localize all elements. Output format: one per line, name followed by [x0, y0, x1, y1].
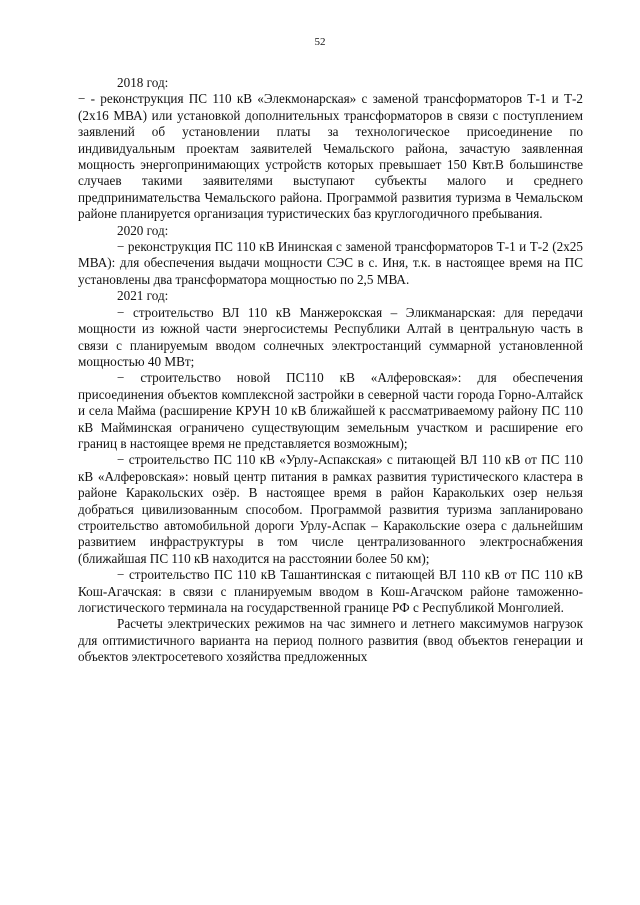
paragraph-calculations: Расчеты электрических режимов на час зимнего и летнего максимумов нагрузок для оптимистичного варианта на период полного развития (ввод объектов генерации и объектов электросетевого хозяйства предложенных: [78, 616, 583, 665]
paragraph-ininskaya: − реконструкция ПС 110 кВ Ининская с заменой трансформаторов Т-1 и Т-2 (2х25 МВА): для обеспечения выдачи мощности СЭС в с. Иня, т.к. в настоящее время на ПС установлены два трансформатора мощностью по 2,5 МВА.: [78, 239, 583, 287]
year-heading-2018: 2018 год:: [117, 75, 169, 90]
year-heading-2021: 2021 год:: [117, 288, 169, 304]
paragraph-alferovskaya: − строительство новой ПС110 кВ «Алферовская»: для обеспечения присоединения объектов комплексной застройки в северной части города Горно-Алтайск и села Майма (расширение КРУН 10 кВ ближайшей к рассматриваемому району ПС 110 кВ Майминская ограничено существующим земельным участком и расширение его границ в настоящее время не представляется возможным);: [78, 370, 583, 451]
paragraph-urlu-aspak: − строительство ПС 110 кВ «Урлу-Аспакская» с питающей ВЛ 110 кВ от ПС 110 кВ «Алферовская»: новый центр питания в рамках развития туристического кластера в районе Каракольских озёр. В настоящее время в район Каракольких озер нельзя добраться цивилизованным способом. Программой развития туризма запланировано строительство автомобильной дороги Урлу-Аспак – Каракольские озера с дальнейшим развитием инфраструктуры в том числе централизованного электроснабжения (ближайшая ПС 110 кВ находится на расстоянии более 50 км);: [78, 452, 583, 566]
page-number: 52: [314, 36, 326, 48]
paragraph-manzherok-line: − строительство ВЛ 110 кВ Манжерокская – Эликманарская: для передачи мощности из южной части энергосистемы Республики Алтай в центральную часть в связи с планируемым вводом солнечных электростанций суммарной установленной мощностью 40 МВт;: [78, 304, 583, 369]
document-body: [78, 75, 583, 666]
year-heading-2020: 2020 год:: [117, 222, 169, 238]
paragraph-tashanta: − строительство ПС 110 кВ Ташантинская с питающей ВЛ 110 кВ от ПС 110 кВ Кош-Агачская: в связи с планируемым вводом в Кош-Агачском районе таможенно-логистического терминала на государственной границе РФ с Республикой Монголией.: [78, 567, 583, 615]
paragraph-elekmonar: − - реконструкция ПС 110 кВ «Элекмонарская» с заменой трансформаторов Т-1 и Т-2 (2х16 МВА) или установкой дополнительных трансформаторов в связи с поступлением заявлений об установлении платы за технологическое присоединение по индивидуальным проектам заявителей Чемальского района, зачастую заявленная мощность энергопринимающих устройств которых превышает 150 Квт.В большинстве случаев такими заявителями выступают субъекты малого и среднего предпринимательства Чемальского района. Программой развития туризма в Чемальском районе планируется организация туристических баз круглогодичного пребывания.: [78, 91, 583, 222]
